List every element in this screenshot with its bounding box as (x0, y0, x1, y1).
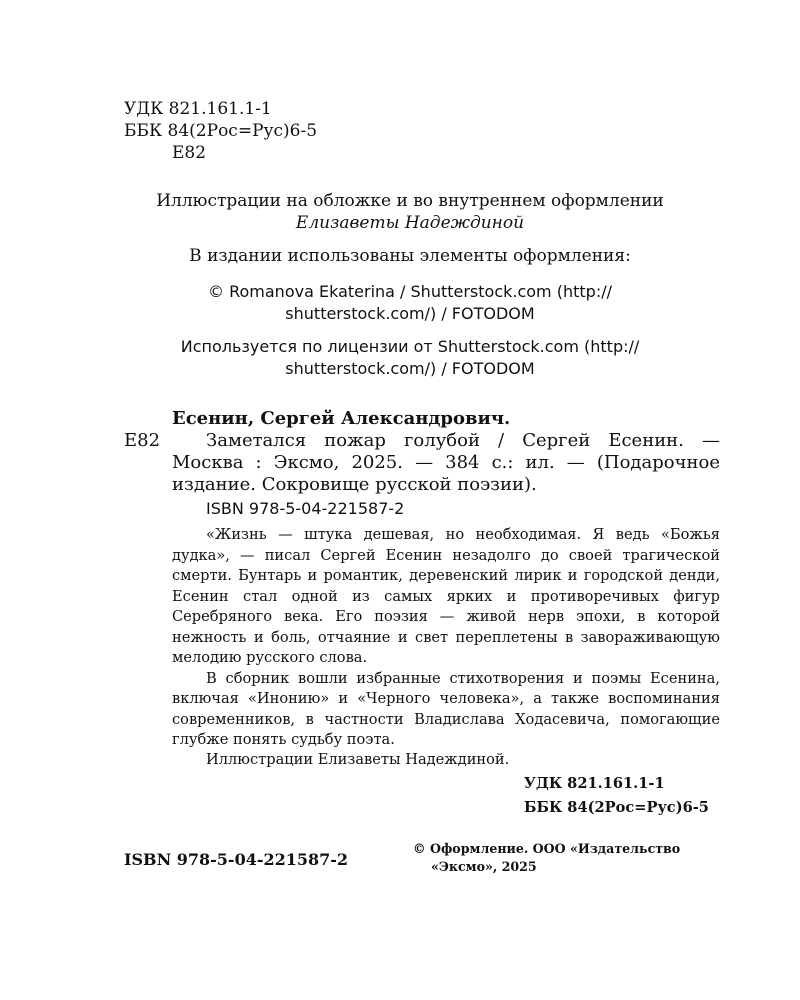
catalog-author-sign: Е82 (124, 430, 161, 451)
udk-code: УДК 821.161.1-1 (524, 775, 665, 792)
author-sign: Е82 (172, 143, 207, 163)
annotation-paragraph: В сборник вошли избранные стихотворения и поэмы Есенина, включая «Инонию» и «Черного человека», а также воспоминания современников, в частности Владислава Ходасевича, помогающие глубже понять судьбу поэта. (172, 669, 720, 748)
illustrator-name: Елизаветы Надеждиной (295, 213, 525, 233)
isbn-bottom: ISBN 978-5-04-221587-2 (124, 850, 349, 869)
annotation-paragraph: «Жизнь — штука дешевая, но необходимая. Я ведь «Божья дудка», — писал Сергей Есенин незадолго до своей трагической смерти. Бунтарь и романтик, деревенский лирик и городской денди, Есенин стал одной из самых ярких и противоречивых фигур Серебряного века. Его поэзия — живой нерв эпохи, в которой нежность и боль, отчаяние и свет переплетены в завораживающую мелодию русского слова. (172, 526, 720, 666)
publisher-copyright-line1: © Оформление. ООО «Издательство (413, 841, 681, 856)
bibliographic-description: Заметался пожар голубой / Сергей Есенин. — Москва : Эксмо, 2025. — 384 с.: ил. — (Подарочное издание. Сокровище русской поэзии). (172, 430, 720, 495)
image-copyright (100, 281, 720, 325)
classification-codes-bottom (524, 772, 709, 820)
classification-codes-top (124, 98, 317, 164)
illustrations-credit-line1: Иллюстрации на обложке и во внутреннем оформлении (156, 191, 664, 211)
image-copyright-line1: © Romanova Ekaterina / Shutterstock.com (http:// (208, 282, 612, 301)
publisher-copyright (413, 840, 723, 876)
isbn-number: ISBN 978-5-04-221587-2 (206, 499, 405, 518)
annotation (172, 525, 720, 751)
udk-code: УДК 821.161.1-1 (124, 99, 272, 119)
image-copyright-line2: shutterstock.com/) / FOTODOM (285, 304, 535, 323)
author-heading: Есенин, Сергей Александрович. (172, 408, 511, 429)
bbk-code: ББК 84(2Рос=Рус)6-5 (524, 799, 709, 816)
design-elements-heading: В издании использованы элементы оформления: (189, 246, 631, 266)
bbk-code: ББК 84(2Рос=Рус)6-5 (124, 121, 318, 141)
license-notice (100, 336, 720, 380)
illustrations-note: Иллюстрации Елизаветы Надеждиной. (206, 751, 510, 768)
publisher-copyright-line2: «Эксмо», 2025 (431, 859, 537, 874)
license-notice-line2: shutterstock.com/) / FOTODOM (285, 359, 535, 378)
license-notice-line1: Используется по лицензии от Shutterstock.com (http:// (180, 337, 640, 356)
illustrations-credit (100, 190, 720, 234)
